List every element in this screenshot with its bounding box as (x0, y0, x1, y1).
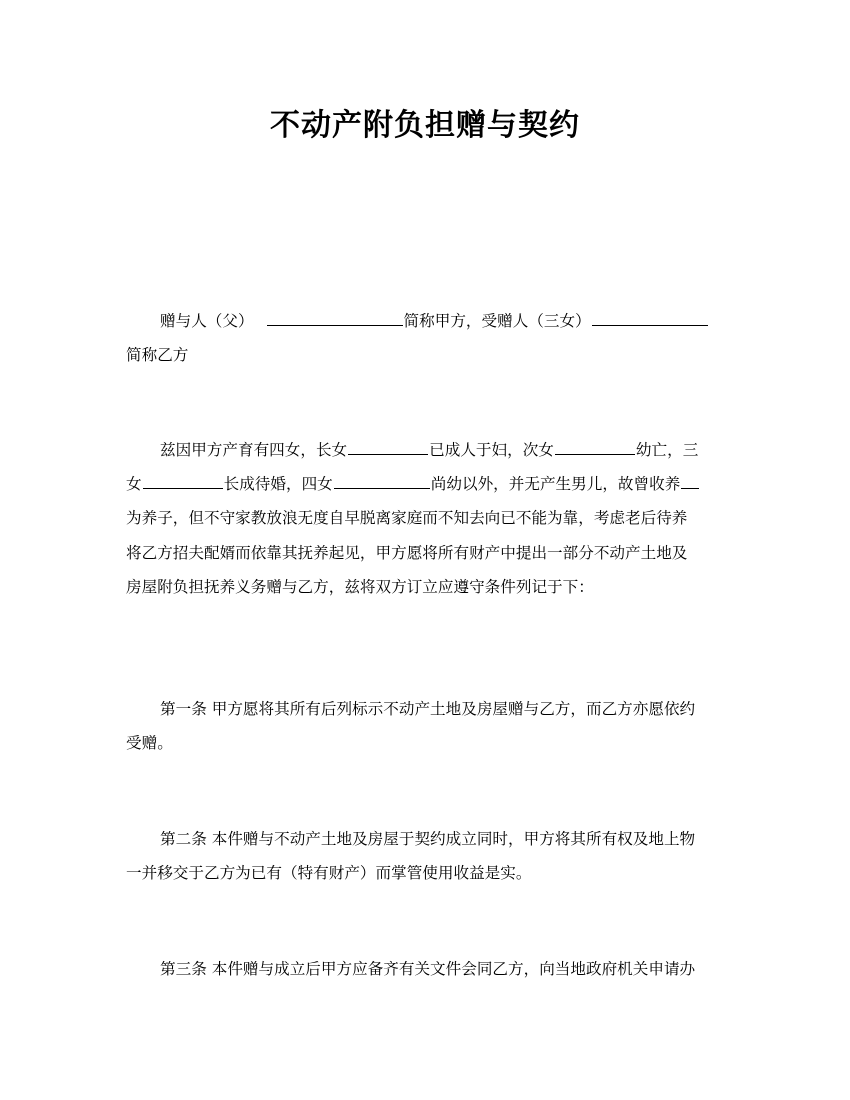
adopted-son-blank (681, 471, 699, 489)
background-line-4: 将乙方招夫配婿而依靠其抚养起见，甲方愿将所有财产中提出一部分不动产土地及 (126, 543, 688, 562)
parties-paragraph (126, 304, 726, 372)
article-2 (126, 822, 726, 890)
background-line-2: 女 长成待婚，四女 尚幼以外，并无产生男儿，故曾收养 (126, 467, 726, 501)
second-daughter-blank (555, 437, 635, 455)
background-line-5: 房屋附负担抚养义务赠与乙方，兹将双方订立应遵守条件列记于下： (126, 577, 594, 596)
article-2-line-2: 一并移交于乙方为已有（特有财产）而掌管使用收益是实。 (126, 864, 532, 883)
donee-label: 简称甲方，受赠人（三女） (403, 312, 591, 330)
eldest-daughter-blank (348, 437, 428, 455)
donor-label: 赠与人（父） (160, 312, 254, 330)
background-line-3: 为养子，但不守家教放浪无度自早脱离家庭而不知去向已不能为靠，考虑老后待养 (126, 509, 688, 528)
donor-name-blank (267, 308, 403, 326)
document-title: 不动产附负担赠与契约 (270, 108, 580, 143)
background-line-1: 兹因甲方产育有四女，长女 已成人于妇，次女 幼亡，三 (126, 433, 726, 467)
article-3-line-1: 第三条 本件赠与成立后甲方应备齐有关文件会同乙方，向当地政府机关申请办 (160, 960, 696, 978)
parties-line-2: 简称乙方 (126, 346, 189, 365)
article-3 (126, 952, 726, 986)
third-daughter-blank (143, 471, 223, 489)
background-paragraph (126, 433, 726, 604)
article-1 (126, 692, 726, 760)
article-1-line-1: 第一条 甲方愿将其所有后列标示不动产土地及房屋赠与乙方，而乙方亦愿依约 (160, 700, 696, 718)
donee-name-blank (592, 308, 708, 326)
parties-line-1 (126, 304, 726, 338)
article-1-line-2: 受赠。 (126, 734, 173, 753)
article-2-line-1: 第二条 本件赠与不动产土地及房屋于契约成立同时，甲方将其所有权及地上物 (160, 830, 696, 848)
fourth-daughter-blank (334, 471, 430, 489)
